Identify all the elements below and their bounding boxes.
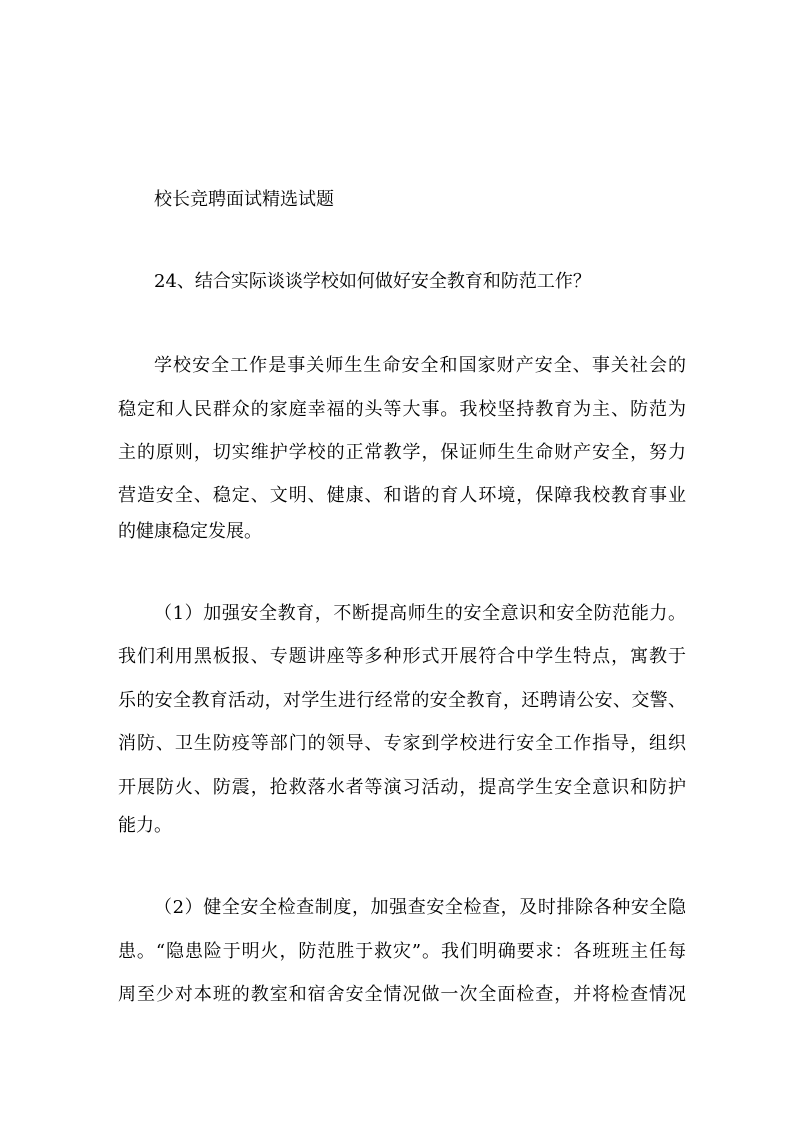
paragraph-line: 营造安全、稳定、文明、健康、和谐的育人环境，保障我校教育事业 [118, 485, 686, 506]
paragraph-line: 能力。 [118, 815, 172, 836]
paragraph-line: 稳定和人民群众的家庭幸福的头等大事。我校坚持教育为主、防范为 [118, 399, 686, 420]
paragraph-line: 消防、卫生防疫等部门的领导、专家到学校进行安全工作指导，组织 [118, 733, 686, 754]
paragraph-line: （2）健全安全检查制度，加强查安全检查，及时排除各种安全隐 [154, 897, 686, 918]
paragraph-line: 乐的安全教育活动，对学生进行经常的安全教育，还聘请公安、交警、 [118, 690, 686, 711]
paragraph-line: 患。“隐患险于明火，防范胜于救灾”。我们明确要求：各班班主任每 [118, 941, 686, 962]
paragraph-line: 开展防火、防震，抢救落水者等演习活动，提高学生安全意识和防护 [118, 777, 686, 798]
document-title: 校长竞聘面试精选试题 [154, 189, 334, 210]
paragraph-line: 学校安全工作是事关师生生命安全和国家财产安全、事关社会的 [154, 355, 686, 376]
paragraph-line: （1）加强安全教育，不断提高师生的安全意识和安全防范能力。 [154, 603, 686, 624]
question-heading: 24、结合实际谈谈学校如何做好安全教育和防范工作？ [154, 271, 591, 292]
paragraph-line: 我们利用黑板报、专题讲座等多种形式开展符合中学生特点，寓教于 [118, 646, 686, 667]
document-page [118, 0, 686, 1122]
paragraph-line: 周至少对本班的教室和宿舍安全情况做一次全面检查，并将检查情况 [118, 984, 686, 1005]
paragraph-line: 的健康稳定发展。 [118, 521, 262, 542]
paragraph-line: 主的原则，切实维护学校的正常教学，保证师生生命财产安全，努力 [118, 442, 686, 463]
